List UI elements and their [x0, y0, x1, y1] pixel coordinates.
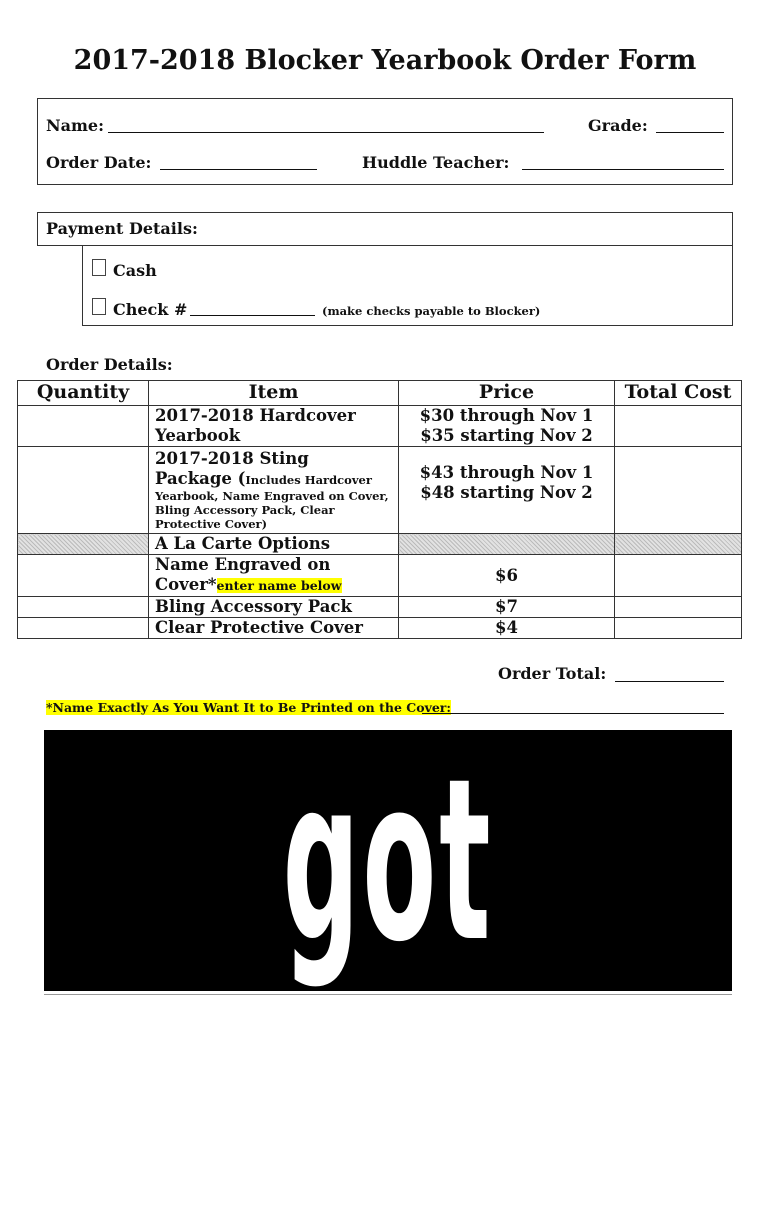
- grade-label: Grade:: [588, 116, 648, 135]
- check-payable-note: (make checks payable to Blocker): [322, 304, 541, 318]
- order-details-heading: Order Details:: [46, 355, 173, 374]
- table-row-hardcover: [18, 406, 742, 447]
- cover-name-field[interactable]: [422, 713, 724, 714]
- price-text: $43 through Nov 1: [419, 463, 594, 482]
- total-cost-cell[interactable]: [615, 618, 742, 639]
- order-total-field[interactable]: [615, 681, 724, 682]
- item-name-cont: Yearbook: [155, 426, 241, 445]
- check-number-field[interactable]: [190, 315, 315, 316]
- payment-heading: Payment Details:: [46, 219, 198, 238]
- check-label: Check #: [113, 300, 188, 319]
- item-cell: [149, 447, 399, 534]
- table-row-alacarte-heading: [18, 534, 742, 555]
- page-title: 2017-2018 Blocker Yearbook Order Form: [73, 45, 697, 76]
- cash-checkbox[interactable]: [92, 259, 106, 276]
- enter-name-note: enter name below: [216, 578, 342, 593]
- order-date-field[interactable]: [160, 169, 317, 170]
- quantity-cell[interactable]: [18, 555, 149, 597]
- item-name: Clear Protective Cover: [149, 618, 399, 639]
- price-cell: [399, 406, 615, 447]
- got-yearbook-banner: [44, 730, 732, 1216]
- price-text: $35 starting Nov 2: [420, 426, 593, 445]
- section-heading: A La Carte Options: [149, 534, 399, 555]
- check-checkbox[interactable]: [92, 298, 106, 315]
- table-header-row: [18, 381, 742, 406]
- name-label: Name:: [46, 116, 105, 135]
- item-includes: Includes Hardcover: [245, 473, 372, 487]
- quantity-cell[interactable]: [18, 597, 149, 618]
- total-cost-cell[interactable]: [615, 406, 742, 447]
- cover-name-label: *Name Exactly As You Want It to Be Printed on the Cover:: [46, 700, 451, 715]
- item-name-cont: Package (: [155, 469, 246, 488]
- quantity-cell[interactable]: [18, 447, 149, 534]
- item-name-cont: Cover*: [155, 575, 217, 594]
- price-text: $30 through Nov 1: [419, 406, 594, 425]
- name-field[interactable]: [108, 132, 544, 133]
- huddle-teacher-label: Huddle Teacher:: [362, 153, 510, 172]
- column-header: Item: [149, 381, 399, 406]
- quantity-cell[interactable]: [18, 406, 149, 447]
- column-header: Total Cost: [615, 381, 742, 406]
- cash-label: Cash: [113, 261, 157, 280]
- table-row-name-engraved: [18, 555, 742, 597]
- column-header: Price: [399, 381, 615, 406]
- total-cost-cell[interactable]: [615, 597, 742, 618]
- price-cell: $4: [399, 618, 615, 639]
- grade-field[interactable]: [656, 132, 724, 133]
- item-name: Bling Accessory Pack: [149, 597, 399, 618]
- price-cell: $7: [399, 597, 615, 618]
- total-cost-cell[interactable]: [615, 555, 742, 597]
- table-row-bling: [18, 597, 742, 618]
- shaded-cell: [399, 534, 615, 555]
- huddle-teacher-field[interactable]: [522, 169, 724, 170]
- order-table: [17, 380, 742, 639]
- column-header: Quantity: [18, 381, 149, 406]
- shaded-cell: [615, 534, 742, 555]
- table-row-clear-cover: [18, 618, 742, 639]
- quantity-cell[interactable]: [18, 618, 149, 639]
- item-name: 2017-2018 Sting: [155, 449, 309, 468]
- price-cell: $6: [399, 555, 615, 597]
- order-date-label: Order Date:: [46, 153, 152, 172]
- item-cell: [149, 406, 399, 447]
- item-name: Name Engraved on: [155, 555, 331, 574]
- item-name: 2017-2018 Hardcover: [155, 406, 356, 425]
- price-text: $48 starting Nov 2: [420, 483, 593, 502]
- total-cost-cell[interactable]: [615, 447, 742, 534]
- order-total-label: Order Total:: [498, 664, 607, 683]
- item-cell: [149, 555, 399, 597]
- table-row-sting: [18, 447, 742, 534]
- item-detail: Yearbook, Name Engraved on Cover, Bling Accessory Pack, Clear Protective Cover): [155, 489, 389, 531]
- shaded-cell: [18, 534, 149, 555]
- price-cell: [399, 447, 615, 534]
- banner-text: got yearbook?: [61, 732, 715, 1216]
- bottom-divider: [44, 994, 732, 995]
